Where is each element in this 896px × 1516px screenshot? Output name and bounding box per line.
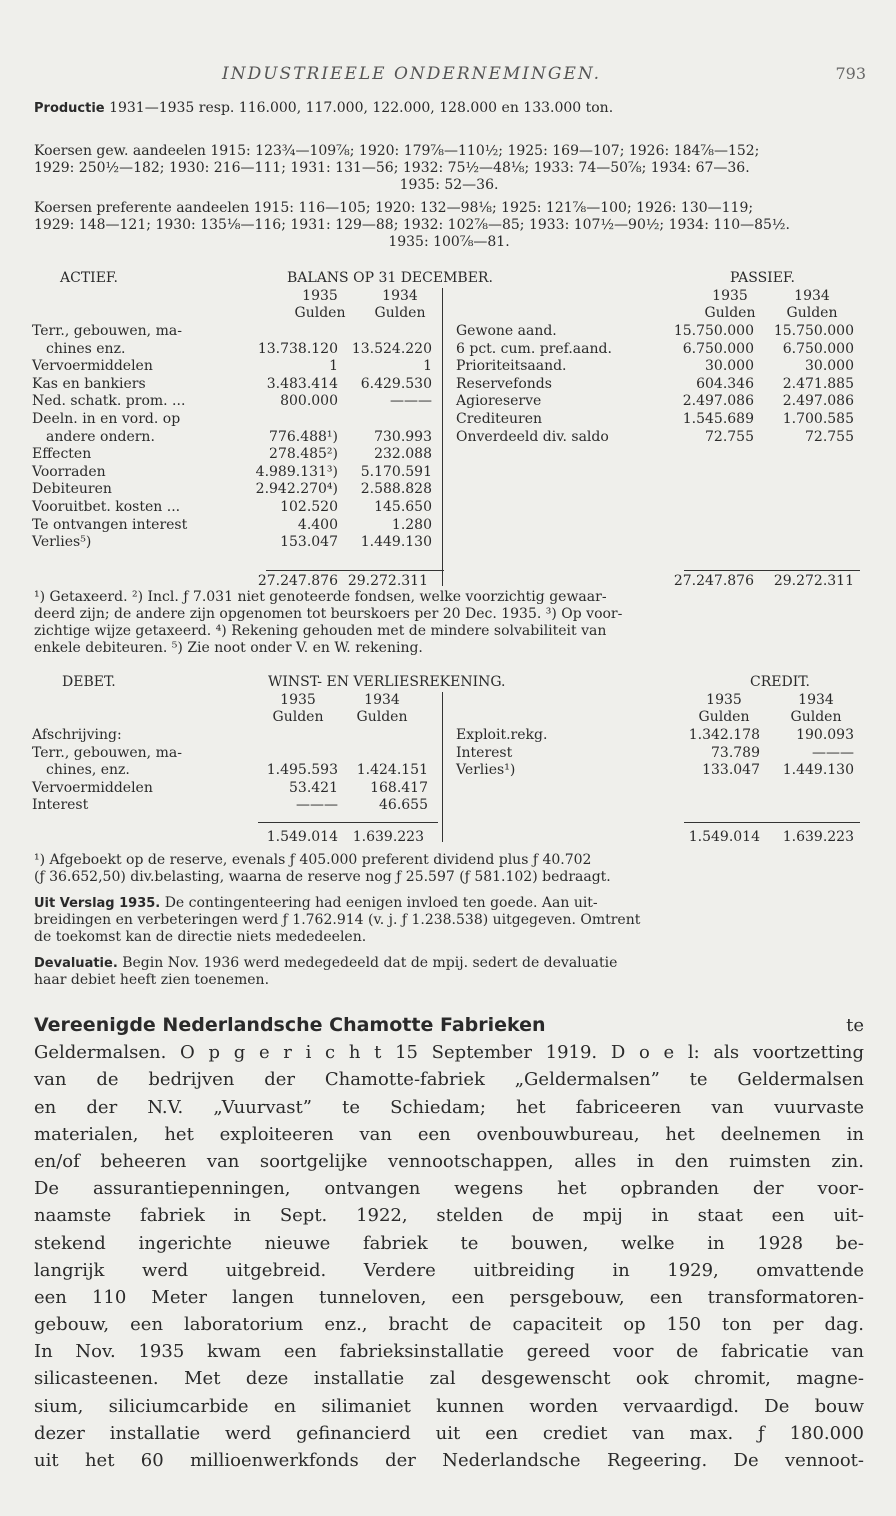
passief-row-label: Reservefonds bbox=[456, 375, 552, 392]
passief-row-1935: 6.750.000 bbox=[682, 340, 754, 357]
credit-total-1935: 1.549.014 bbox=[688, 829, 760, 845]
debet-row-1934: 1.424.151 bbox=[356, 762, 428, 779]
koersen-pref-line-3: 1935: 100⅞—81. bbox=[388, 234, 510, 250]
credit-row-1935: 1.342.178 bbox=[688, 727, 760, 743]
passief-row-1935: 2.497.086 bbox=[682, 393, 754, 410]
company-line: materialen, het exploiteeren van een ovenbouwbureau, het deelnemen in bbox=[34, 1123, 864, 1145]
productie-label: Productie bbox=[34, 101, 105, 116]
credit-row-label: Verlies¹) bbox=[456, 762, 516, 779]
passief-row-1935: 604.346 bbox=[696, 375, 754, 392]
company-line-first bbox=[34, 1012, 864, 1039]
actief-row-label: Deeln. in en vord. op bbox=[32, 411, 181, 427]
actief-row-1934: 1 bbox=[423, 358, 432, 375]
uit-verslag-line-2: breidingen en verbeteringen werd ƒ 1.762.914 (v. j. ƒ 1.238.538) uitgegeven. Omtrent bbox=[34, 912, 641, 928]
credit-row-1935: 133.047 bbox=[702, 762, 760, 779]
debet-row-1934: 46.655 bbox=[379, 797, 428, 814]
actief-row-1935: 3.483.414 bbox=[266, 375, 338, 392]
balance-note-4: enkele debiteuren. ⁵) Zie noot onder V. en W. rekening. bbox=[34, 640, 423, 656]
actief-total-rule bbox=[266, 570, 444, 571]
wv-year-d1: 1935 bbox=[280, 692, 316, 708]
balance-title: BALANS OP 31 DECEMBER. bbox=[287, 270, 493, 286]
wv-unit-d1: Gulden bbox=[272, 709, 324, 725]
passief-row-1934: 1.700.585 bbox=[782, 411, 854, 427]
actief-row-1935: 153.047 bbox=[280, 534, 338, 551]
actief-row-1935: 2.942.270⁴) bbox=[255, 481, 338, 498]
actief-row-label: Vervoermiddelen bbox=[32, 358, 153, 375]
debet-row-label: chines, enz. bbox=[46, 762, 130, 779]
debet-row-1935: ——— bbox=[296, 797, 338, 814]
credit-row-label: Interest bbox=[456, 744, 513, 761]
debet-label: DEBET. bbox=[62, 674, 116, 690]
actief-row-1934: 232.088 bbox=[374, 446, 432, 463]
passief-total-1934: 29.272.311 bbox=[773, 573, 854, 589]
koersen-pref-line-1: Koersen preferente aandeelen 1915: 116—105; 1920: 132—98⅛; 1925: 121⅞—100; 1926: 130—119; bbox=[34, 200, 754, 216]
passief-row-label: 6 pct. cum. pref.aand. bbox=[456, 340, 612, 357]
productie-text: 1931—1935 resp. 116.000, 117.000, 122.000, 128.000 en 133.000 ton. bbox=[109, 100, 614, 116]
passief-row-1934: 2.471.885 bbox=[782, 375, 854, 392]
company-line: uit het 60 millioenwerkfonds der Nederlandsche Regeering. De vennoot- bbox=[34, 1450, 864, 1472]
passief-total-1935: 27.247.876 bbox=[673, 573, 754, 589]
passief-row-1934: 6.750.000 bbox=[782, 340, 854, 357]
actief-row-1934: 1.449.130 bbox=[360, 534, 432, 551]
running-title: INDUSTRIEELE ONDERNEMINGEN. bbox=[222, 64, 602, 84]
company-line-first-tail: te bbox=[846, 1015, 864, 1036]
company-line: sium, siliciumcarbide en silimaniet kunnen worden vervaardigd. De bouw bbox=[34, 1395, 864, 1417]
devaluatie-label: Devaluatie. bbox=[34, 956, 118, 971]
debet-total-1935: 1.549.014 bbox=[266, 829, 338, 845]
passief-row-label: Crediteuren bbox=[456, 411, 543, 427]
koersen-pref-line-2: 1929: 148—121; 1930: 135⅛—116; 1931: 129—88; 1932: 102⅞—85; 1933: 107½—90½; 1934: 110—85½. bbox=[34, 217, 790, 233]
company-text bbox=[34, 1012, 864, 1474]
wv-year-d2: 1934 bbox=[364, 692, 400, 708]
credit-row-1934: 1.449.130 bbox=[782, 762, 854, 779]
company-line: In Nov. 1935 kwam een fabrieksinstallatie gereed voor de fabricatie van bbox=[34, 1341, 864, 1363]
debet-row-label: Interest bbox=[32, 797, 89, 814]
balance-unit-a1: Gulden bbox=[294, 305, 346, 321]
actief-row-label: Debiteuren bbox=[32, 481, 112, 498]
uit-verslag-text-1: De contingenteering had eenigen invloed ten goede. Aan uit- bbox=[164, 895, 598, 911]
wv-year-c2: 1934 bbox=[798, 692, 834, 708]
company-line: stekend ingerichte nieuwe fabriek te bouwen, welke in 1928 be- bbox=[34, 1232, 864, 1254]
company-line: silicasteenen. Met deze installatie zal desgewenscht ook chromit, magne- bbox=[34, 1368, 864, 1390]
balance-note-1: ¹) Getaxeerd. ²) Incl. ƒ 7.031 niet genoteerde fondsen, welke voorzichtig gewaar- bbox=[34, 589, 607, 605]
balance-unit-p1: Gulden bbox=[704, 305, 756, 321]
running-header bbox=[0, 64, 896, 88]
actief-row-1935: 1 bbox=[329, 358, 338, 375]
koersen-gew-line-3: 1935: 52—36. bbox=[399, 177, 499, 193]
balance-note-3: zichtige wijze getaxeerd. ⁴) Rekening gehouden met de mindere solvabiliteit van bbox=[34, 623, 607, 639]
actief-row-label: Kas en bankiers bbox=[32, 375, 146, 392]
actief-row-1935: 776.488¹) bbox=[269, 428, 338, 445]
credit-label: CREDIT. bbox=[750, 674, 810, 690]
actief-row-label: andere ondern. bbox=[46, 428, 155, 445]
passief-row-label: Onverdeeld div. saldo bbox=[456, 428, 609, 445]
credit-total-1934: 1.639.223 bbox=[782, 829, 854, 845]
debet-row-1934: 168.417 bbox=[370, 779, 428, 796]
passief-row-1934: 72.755 bbox=[805, 428, 854, 445]
debet-total-1934: 1.639.223 bbox=[352, 829, 424, 845]
balance-year-1935: 1935 bbox=[302, 288, 338, 304]
koersen-gew-line-2: 1929: 250½—182; 1930: 216—111; 1931: 131—56; 1932: 75½—48⅛; 1933: 74—50⅞; 1934: 67—36. bbox=[34, 160, 750, 176]
debet-row-label: Terr., gebouwen, ma- bbox=[32, 744, 182, 761]
actief-row-1934: ——— bbox=[390, 393, 432, 410]
actief-row-label: Verlies⁵) bbox=[32, 534, 92, 551]
passief-row-1935: 72.755 bbox=[705, 428, 754, 445]
company-line: langrijk werd uitgebreid. Verdere uitbreiding in 1929, omvattende bbox=[34, 1259, 864, 1281]
wv-unit-d2: Gulden bbox=[356, 709, 408, 725]
passief-row-label: Prioriteitsaand. bbox=[456, 358, 567, 375]
actief-row-1934: 1.280 bbox=[391, 516, 432, 533]
passief-row-label: Gewone aand. bbox=[456, 323, 557, 339]
uit-verslag-line-3: de toekomst kan de directie niets mededeelen. bbox=[34, 929, 367, 945]
passief-row-1935: 30.000 bbox=[705, 358, 754, 375]
company-line: dezer installatie werd gefinancierd uit een crediet van max. ƒ 180.000 bbox=[34, 1422, 864, 1444]
actief-row-label: Vooruitbet. kosten ... bbox=[32, 499, 181, 515]
actief-row-1935: 4.989.131³) bbox=[255, 463, 338, 480]
actief-row-label: Te ontvangen interest bbox=[32, 516, 188, 533]
company-line: en/of beheeren van soortgelijke vennootschappen, alles in den ruimsten zin. bbox=[34, 1150, 864, 1172]
balance-year-1934: 1934 bbox=[382, 288, 418, 304]
actief-row-1934: 2.588.828 bbox=[360, 481, 432, 498]
credit-row-1934: ——— bbox=[812, 744, 854, 761]
company-line: De assurantiepenningen, ontvangen wegens het opbranden der voor- bbox=[34, 1178, 864, 1200]
actief-row-1934: 730.993 bbox=[374, 428, 432, 445]
uit-verslag-line-1 bbox=[34, 895, 864, 912]
wv-unit-c2: Gulden bbox=[790, 709, 842, 725]
devaluatie-line-2: haar debiet heeft zien toenemen. bbox=[34, 972, 270, 988]
actief-label: ACTIEF. bbox=[60, 270, 118, 286]
actief-row-label: Ned. schatk. prom. ... bbox=[32, 393, 186, 410]
passief-year-1935: 1935 bbox=[712, 288, 748, 304]
passief-label: PASSIEF. bbox=[730, 270, 795, 286]
credit-row-1934: 190.093 bbox=[796, 727, 854, 743]
debet-row-label: Vervoermiddelen bbox=[32, 779, 153, 796]
company-line: een 110 Meter langen tunneloven, een persgebouw, een transformatoren- bbox=[34, 1286, 864, 1308]
passief-year-1934: 1934 bbox=[794, 288, 830, 304]
passief-row-1935: 1.545.689 bbox=[682, 411, 754, 427]
debet-row-label: Afschrijving: bbox=[32, 727, 122, 743]
credit-total-rule bbox=[684, 822, 860, 823]
actief-row-1934: 145.650 bbox=[374, 499, 432, 515]
balance-note-2: deerd zijn; de andere zijn opgenomen tot beurskoers per 20 Dec. 1935. ³) Op voor- bbox=[34, 606, 623, 622]
page-number: 793 bbox=[835, 64, 866, 83]
devaluatie-line-1 bbox=[34, 955, 864, 972]
actief-row-1935: 4.400 bbox=[297, 516, 338, 533]
actief-row-1935: 800.000 bbox=[280, 393, 338, 410]
productie-line bbox=[34, 100, 864, 117]
actief-row-label: Effecten bbox=[32, 446, 92, 463]
koersen-gew-line-1: Koersen gew. aandeelen 1915: 123¾—109⅞; 1920: 179⅞—110½; 1925: 169—107; 1926: 184⅞—152; bbox=[34, 143, 760, 159]
company-line: Geldermalsen. O p g e r i c h t 15 September 1919. D o e l: als voortzetting bbox=[34, 1042, 864, 1064]
balance-unit-a2: Gulden bbox=[374, 305, 426, 321]
actief-total-1934: 29.272.311 bbox=[347, 573, 428, 589]
actief-row-1934: 6.429.530 bbox=[360, 375, 432, 392]
actief-row-1934: 13.524.220 bbox=[351, 340, 432, 357]
passief-row-1934: 30.000 bbox=[805, 358, 854, 375]
actief-row-label: Terr., gebouwen, ma- bbox=[32, 323, 182, 339]
company-line: en der N.V. „Vuurvast” te Schiedam; het fabriceeren van vuurvaste bbox=[34, 1096, 864, 1118]
company-name: Vereenigde Nederlandsche Chamotte Fabrieken bbox=[34, 1014, 546, 1036]
passief-row-1934: 15.750.000 bbox=[773, 323, 854, 339]
debet-row-1935: 1.495.593 bbox=[266, 762, 338, 779]
passief-total-rule bbox=[684, 570, 860, 571]
company-line: van de bedrijven der Chamotte-fabriek „Geldermalsen” te Geldermalsen bbox=[34, 1069, 864, 1091]
actief-row-label: chines enz. bbox=[46, 340, 126, 357]
wv-title: WINST- EN VERLIESREKENING. bbox=[268, 674, 506, 690]
uit-verslag-label: Uit Verslag 1935. bbox=[34, 896, 161, 911]
passief-row-1934: 2.497.086 bbox=[782, 393, 854, 410]
actief-row-1935: 13.738.120 bbox=[257, 340, 338, 357]
actief-row-1935: 278.485²) bbox=[269, 446, 338, 463]
balance-unit-p2: Gulden bbox=[786, 305, 838, 321]
wv-note-1: ¹) Afgeboekt op de reserve, evenals ƒ 405.000 preferent dividend plus ƒ 40.702 bbox=[34, 852, 592, 868]
actief-total-1935: 27.247.876 bbox=[257, 573, 338, 589]
devaluatie-text-1: Begin Nov. 1936 werd medegedeeld dat de mpij. sedert de devaluatie bbox=[122, 955, 618, 971]
wv-year-c1: 1935 bbox=[706, 692, 742, 708]
wv-unit-c1: Gulden bbox=[698, 709, 750, 725]
actief-row-label: Voorraden bbox=[32, 463, 106, 480]
credit-row-1935: 73.789 bbox=[711, 744, 760, 761]
passief-row-label: Agioreserve bbox=[456, 393, 542, 410]
actief-row-1935: 102.520 bbox=[280, 499, 338, 515]
company-line: gebouw, een laboratorium enz., bracht de capaciteit op 150 ton per dag. bbox=[34, 1314, 864, 1336]
credit-row-label: Exploit.rekg. bbox=[456, 727, 548, 743]
passief-row-1935: 15.750.000 bbox=[673, 323, 754, 339]
debet-row-1935: 53.421 bbox=[289, 779, 338, 796]
actief-row-1934: 5.170.591 bbox=[360, 463, 432, 480]
debet-total-rule bbox=[258, 822, 438, 823]
balance-divider bbox=[442, 288, 443, 586]
company-line: naamste fabriek in Sept. 1922, stelden de mpij in staat een uit- bbox=[34, 1205, 864, 1227]
wv-note-2: (ƒ 36.652,50) div.belasting, waarna de reserve nog ƒ 25.597 (ƒ 581.102) bedraagt. bbox=[34, 869, 611, 885]
wv-divider bbox=[442, 692, 443, 842]
company-article bbox=[34, 1012, 864, 1474]
